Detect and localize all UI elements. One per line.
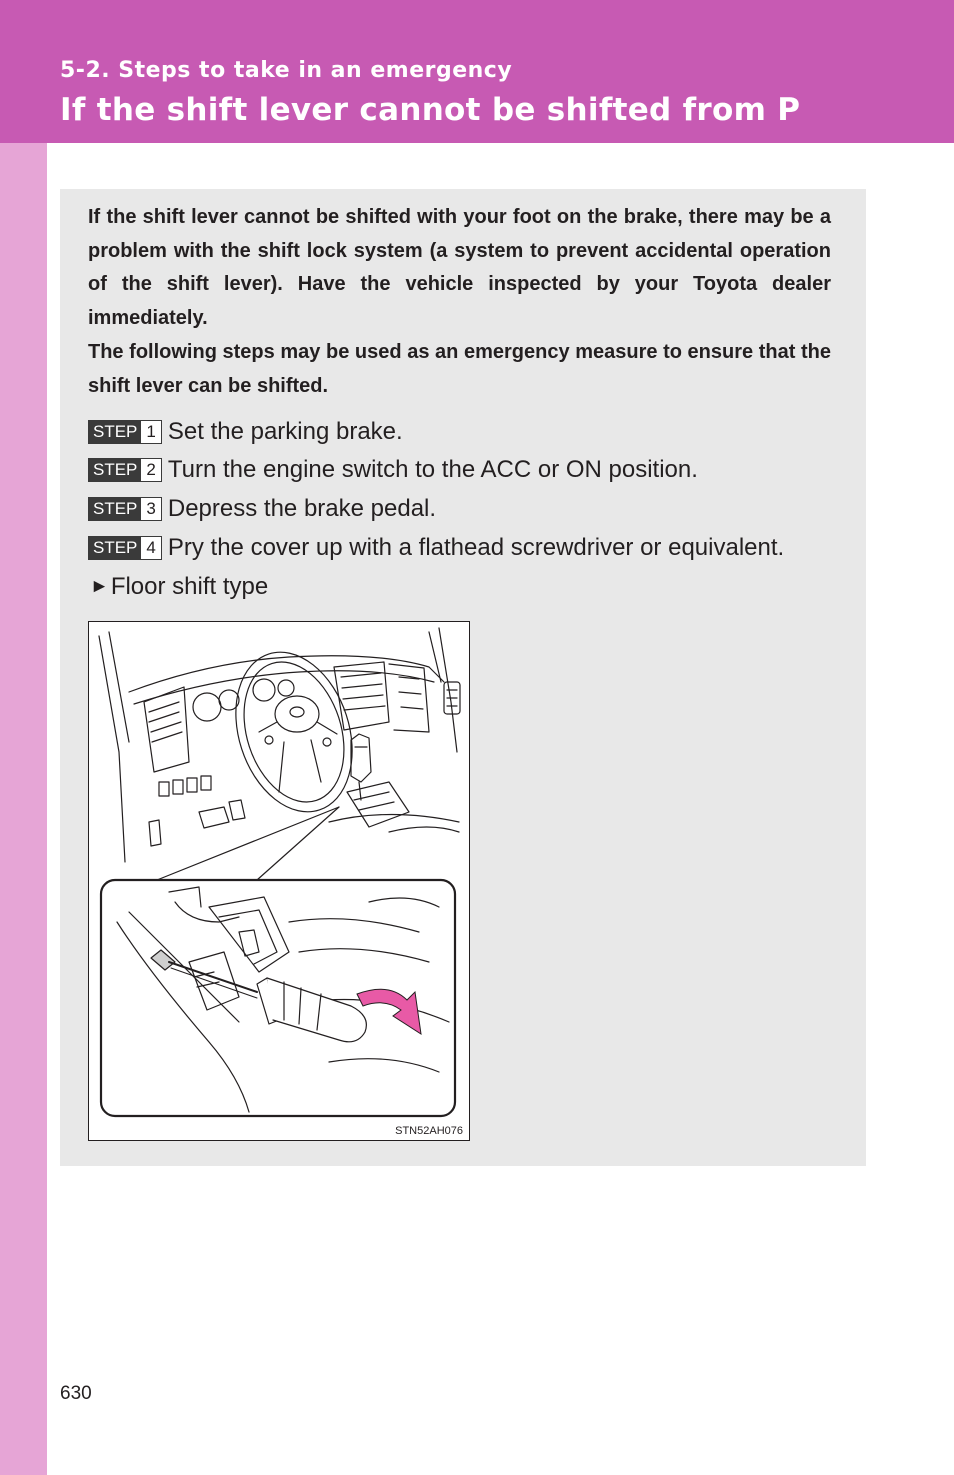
step-badge-word: STEP — [89, 537, 141, 559]
dashboard-shift-lever-illustration — [89, 622, 469, 1140]
page-number: 630 — [60, 1383, 92, 1404]
side-tab-bar — [0, 143, 47, 1475]
step-badge-number: 1 — [141, 421, 160, 443]
page-header — [0, 0, 954, 143]
step-text: Set the parking brake. — [167, 418, 403, 445]
step-text: Depress the brake pedal. — [167, 495, 437, 522]
step-text: Turn the engine switch to the ACC or ON position. — [167, 456, 698, 483]
intro-text — [88, 201, 831, 403]
step-2 — [88, 457, 698, 483]
figure-code: STN52AH076 — [395, 1125, 463, 1137]
step-badge-word: STEP — [89, 421, 141, 443]
step-badge — [88, 497, 162, 521]
step-3 — [88, 496, 436, 522]
page-title: If the shift lever cannot be shifted from P — [60, 92, 801, 128]
illustration-figure — [88, 621, 470, 1141]
floor-shift-type-heading — [90, 573, 268, 601]
step-badge-number: 4 — [141, 537, 160, 559]
step-badge-number: 2 — [141, 459, 160, 481]
step-4 — [88, 535, 784, 561]
step-badge — [88, 420, 162, 444]
triangle-bullet-icon: ► — [90, 576, 109, 597]
intro-paragraph-1: If the shift lever cannot be shifted with your foot on the brake, there may be a problem with the shift lock system (a system to prevent accidental operation of the shift lever). Have the vehicle inspected by your Toyota dealer immediately. — [88, 206, 831, 330]
step-text: Pry the cover up with a flathead screwdriver or equivalent. — [167, 534, 785, 561]
step-badge — [88, 536, 162, 560]
content-box — [60, 189, 866, 1166]
intro-paragraph-2: The following steps may be used as an emergency measure to ensure that the shift lever can be shifted. — [88, 340, 831, 397]
section-label: 5-2. Steps to take in an emergency — [60, 58, 513, 83]
step-badge — [88, 458, 162, 482]
subtype-label: Floor shift type — [110, 573, 269, 600]
step-badge-number: 3 — [141, 498, 160, 520]
step-badge-word: STEP — [89, 459, 141, 481]
step-1 — [88, 419, 403, 445]
step-badge-word: STEP — [89, 498, 141, 520]
